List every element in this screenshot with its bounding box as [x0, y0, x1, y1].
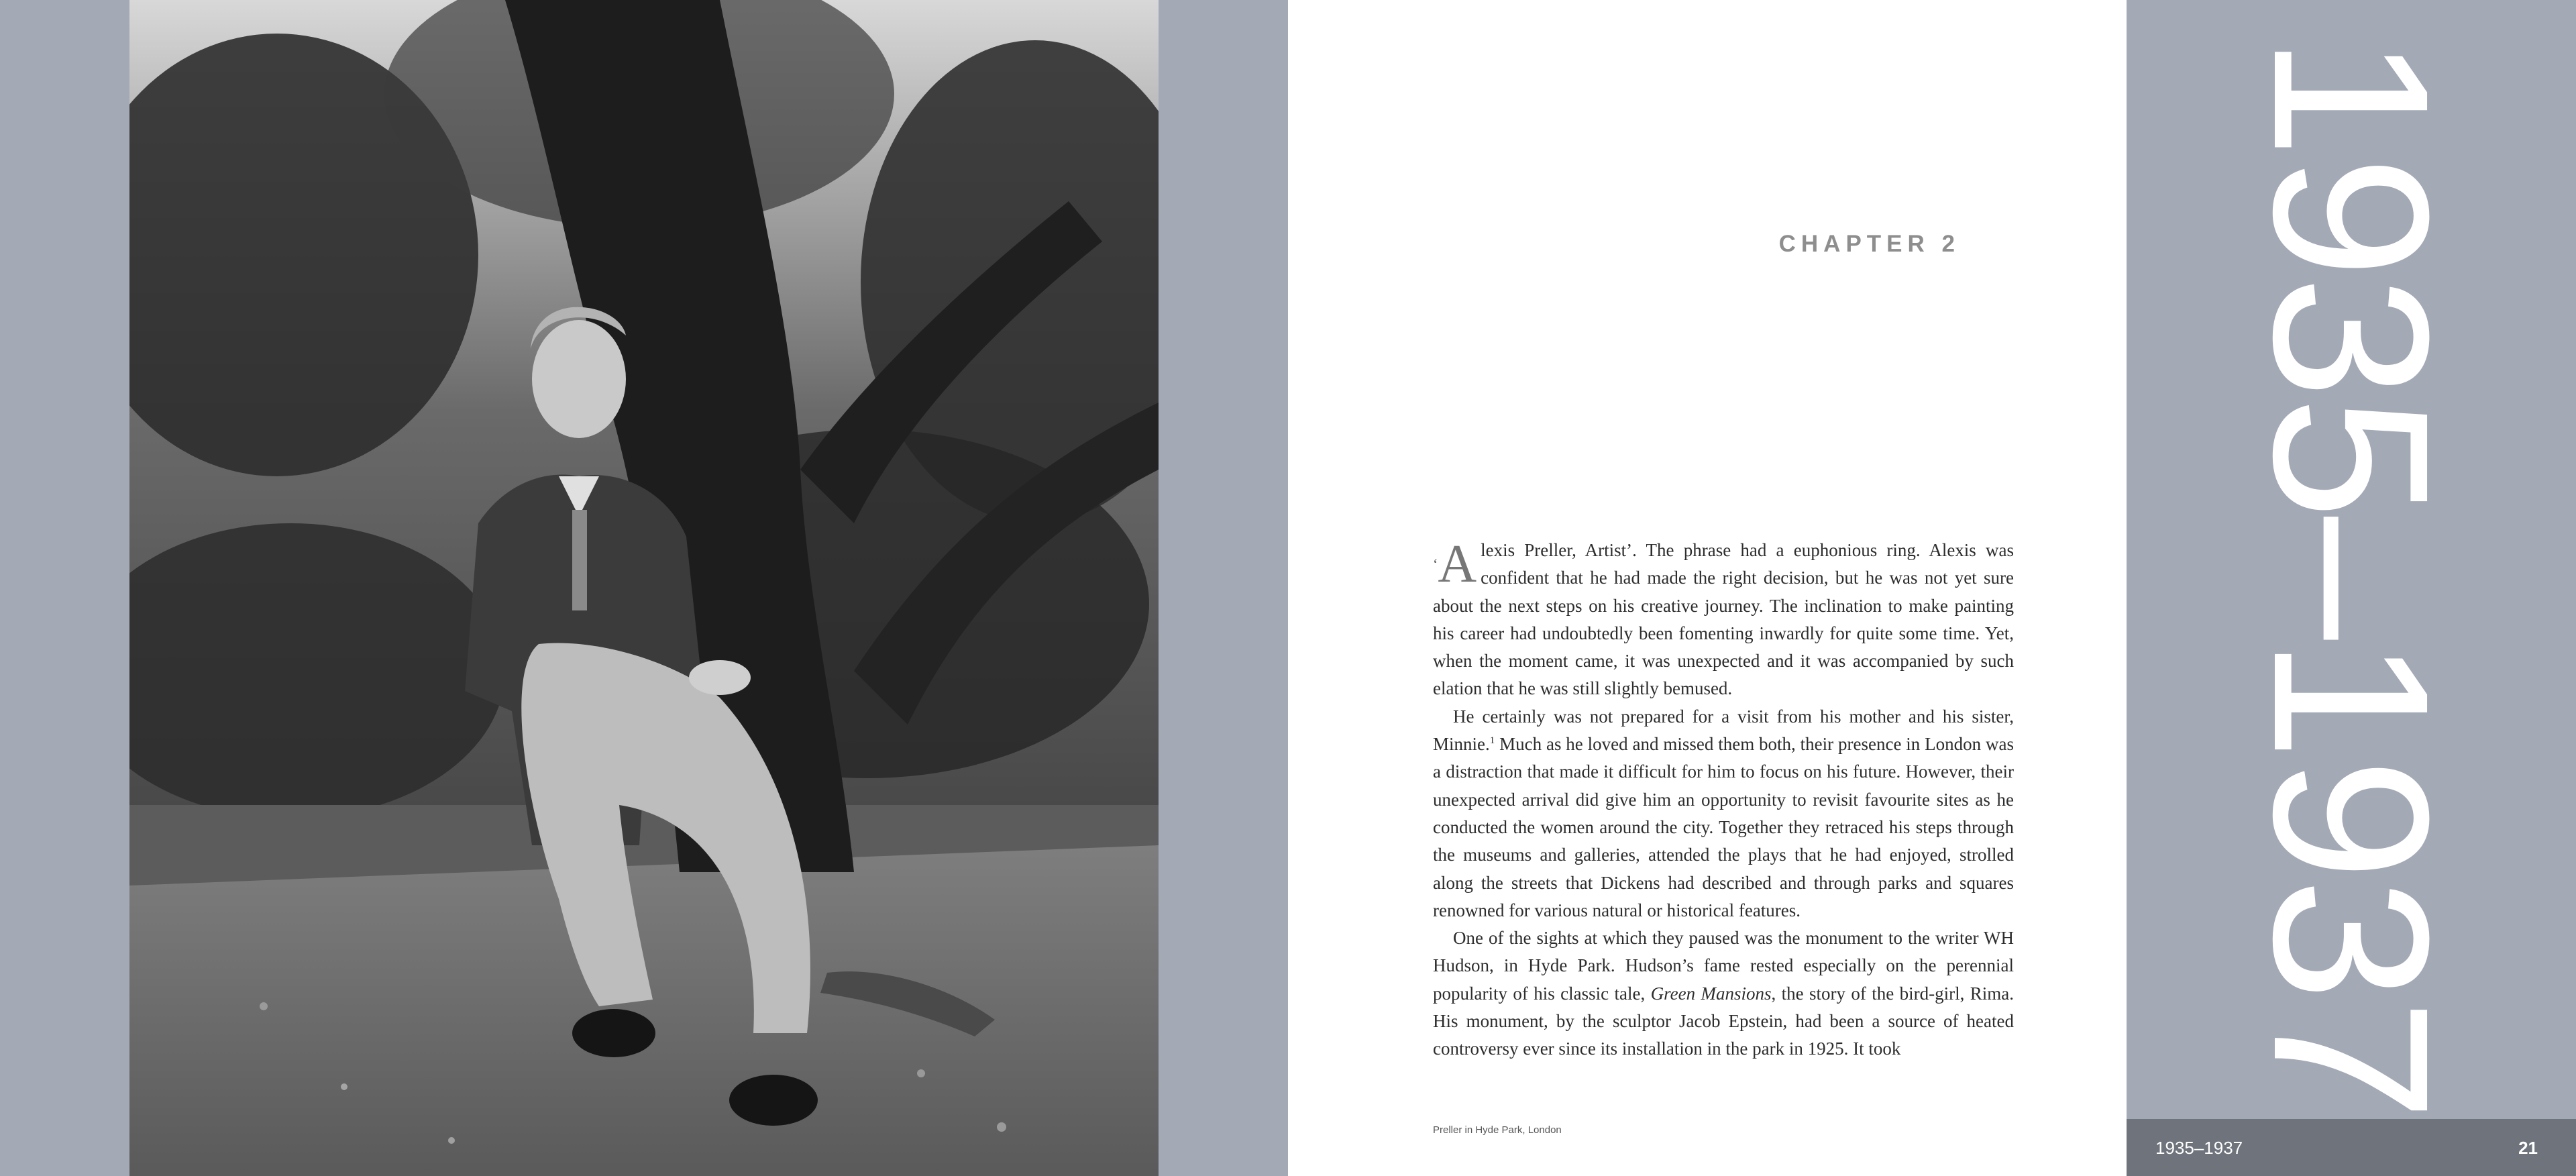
chapter-label: CHAPTER 2 — [1778, 231, 1960, 257]
right-page — [1288, 0, 2127, 1176]
paragraph-3-text-a: One of the sights at which they paused was the monument to the writer WH Hudson, in Hyde Park. Hudson’s fame rested especially on the perennial popularity of his classic tale, — [1433, 928, 2014, 1004]
paragraph-1-text: lexis Preller, Artist’. The phrase had a euphonious ring. Alexis was confident that he had made the right decision, but he was not yet sure about the next steps on his creative journey. The inclination to make painting his career had undoubtedly been fomenting inwardly for quite some time. Yet, when the moment came, it was unexpected and it was accompanied by such elation that he was still slightly bemused. — [1433, 540, 2014, 699]
paragraph-1 — [1433, 537, 2014, 703]
photo-illustration — [129, 0, 1159, 1176]
book-title-italic: Green Mansions — [1650, 983, 1772, 1004]
page-number: 21 — [2518, 1138, 2538, 1158]
page-footer — [2127, 1119, 2576, 1176]
paragraph-2-text-b: Much as he loved and missed them both, their presence in London was a distraction that made it difficult for him to focus on his future. However, their unexpected arrival did give him an opportunity to revisit favourite sites as he conducted the women around the city. Together they retraced his steps through the museums and galleries, attended the plays that he had enjoyed, strolled along the streets that Dickens had described and through parks and squares renowned for various natural or historical features. — [1433, 734, 2014, 920]
drop-cap — [1433, 535, 1477, 594]
drop-cap-letter: A — [1438, 535, 1477, 594]
paragraph-3-text-b: , the story of the bird-girl, Rima. His monument, by the sculptor Jacob Epstein, had been a source of heated controversy ever since its installation in the park in 1925. It took — [1433, 983, 2015, 1059]
chapter-body-text — [1433, 537, 2014, 1063]
footnote-reference[interactable]: 1 — [1489, 735, 1495, 747]
paragraph-2 — [1433, 703, 2014, 924]
running-footer-years: 1935–1937 — [2155, 1138, 2243, 1158]
photo-caption: Preller in Hyde Park, London — [1433, 1124, 1562, 1136]
opening-quote-mark: ‘ — [1433, 555, 1438, 572]
chapter-side-bar — [2127, 0, 2576, 1176]
chapter-year-title: 1935–1937 — [2228, 35, 2475, 1119]
paragraph-3 — [1433, 924, 2014, 1063]
photo-preller-hyde-park — [129, 0, 1159, 1176]
paragraph-2-text-a: He certainly was not prepared for a visit from his mother and his sister, Minnie. — [1433, 706, 2014, 755]
